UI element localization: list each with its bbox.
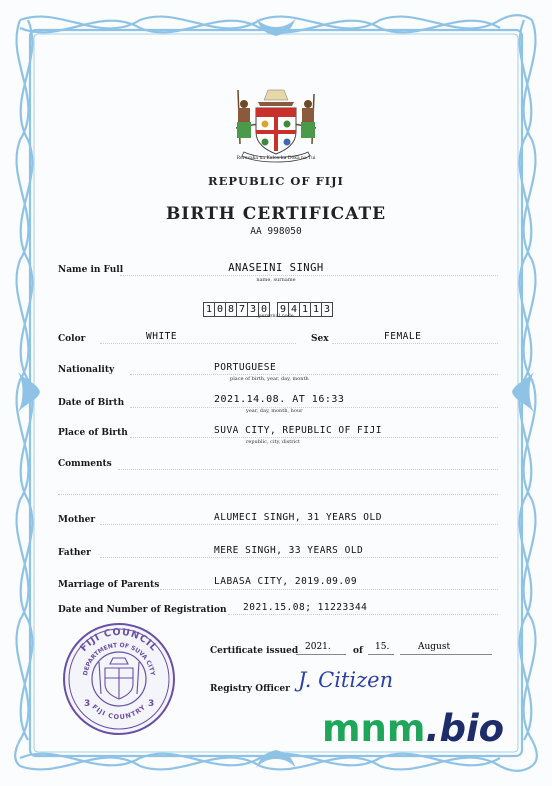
dob-line: [130, 407, 498, 408]
issued-year-line: [296, 654, 346, 655]
officer-signature: J. Citizen: [298, 668, 394, 692]
personal-code-digit: 8: [225, 302, 237, 317]
personal-code-digit: 3: [247, 302, 259, 317]
sex-value: FEMALE: [384, 331, 422, 342]
registration-line: [228, 614, 498, 615]
personal-code-digit: 4: [288, 302, 300, 317]
sex-label: Sex: [311, 334, 329, 344]
marriage-line: [160, 589, 498, 590]
issued-month: August: [418, 642, 451, 652]
name-value: ANASEINI SINGH: [228, 262, 324, 274]
mother-label: Mother: [58, 515, 96, 525]
issued-label: Certificate issued: [210, 646, 299, 656]
marriage-value: LABASA CITY, 2019.09.09: [214, 576, 358, 587]
color-value: WHITE: [146, 331, 178, 342]
motto-text: Rerevaka na Kalou ka Doka na Tui: [236, 156, 316, 161]
seal-top-text: FIJI COUNCIL: [78, 626, 160, 654]
seal-bottom-text: FIJI COUNTRY: [90, 702, 148, 722]
seal-middle-text: DEPARTMENT OF SUVA CITY: [82, 641, 156, 677]
color-label: Color: [58, 334, 86, 344]
personal-code-digit: 1: [310, 302, 322, 317]
name-line: [120, 275, 498, 276]
registration-value: 2021.15.08; 11223344: [243, 602, 368, 613]
personal-code-digit: 7: [236, 302, 248, 317]
nationality-line: [130, 374, 498, 375]
watermark-part-2: .bio: [425, 707, 505, 750]
father-value: MERE SINGH, 33 YEARS OLD: [214, 545, 364, 556]
personal-code-digit: 3: [321, 302, 333, 317]
registration-label: Date and Number of Registration: [58, 605, 227, 615]
pob-label: Place of Birth: [58, 428, 128, 438]
mother-line: [100, 524, 498, 525]
pob-value: SUVA CITY, REPUBLIC OF FIJI: [214, 425, 382, 436]
color-line: [100, 343, 296, 344]
name-label: Name in Full: [58, 265, 124, 275]
personal-code-digit: 9: [277, 302, 289, 317]
mother-value: ALUMECI SINGH, 31 YEARS OLD: [214, 512, 382, 523]
nationality-sublabel: place of birth, year, day, month: [230, 376, 309, 382]
dob-sublabel: year, day, month, hour: [246, 408, 303, 414]
nationality-value: PORTUGUESE: [214, 362, 277, 373]
personal-code-sublabel: personal code: [258, 313, 294, 319]
personal-code-digit: 0: [214, 302, 226, 317]
father-label: Father: [58, 548, 91, 558]
personal-code-digit: 1: [299, 302, 311, 317]
dob-label: Date of Birth: [58, 398, 125, 408]
personal-code-digit: 1: [203, 302, 215, 317]
issued-year: 2021.: [305, 642, 331, 652]
comments-line-2: [58, 494, 498, 495]
comments-line-1: [118, 469, 498, 470]
serial-number: AA 998050: [250, 226, 302, 237]
pob-line: [130, 437, 498, 438]
issued-month-line: [400, 654, 492, 655]
pob-sublabel: republic, city, district: [246, 439, 301, 445]
dob-value: 2021.14.08. AT 16:33: [214, 394, 345, 405]
issued-day: 15.: [375, 642, 390, 652]
officer-label: Registry Officer: [210, 684, 290, 694]
watermark-logo: [322, 707, 504, 750]
seal-number-right: 3: [148, 699, 155, 709]
country-heading: REPUBLIC OF FIJI: [208, 174, 344, 188]
comments-label: Comments: [58, 459, 112, 469]
personal-code-digit: 0: [258, 302, 270, 317]
issued-day-line: [368, 654, 394, 655]
nationality-label: Nationality: [58, 365, 115, 375]
name-sublabel: name, surname: [256, 277, 296, 283]
coat-of-arms-emblem: [228, 84, 324, 166]
watermark-part-1: mnm: [322, 707, 426, 750]
sex-line: [332, 343, 498, 344]
issued-of: of: [353, 646, 363, 656]
official-seal: [60, 620, 178, 738]
father-line: [100, 557, 498, 558]
marriage-label: Marriage of Parents: [58, 580, 160, 590]
document-title: BIRTH CERTIFICATE: [165, 204, 387, 224]
seal-number-left: 3: [84, 699, 91, 709]
